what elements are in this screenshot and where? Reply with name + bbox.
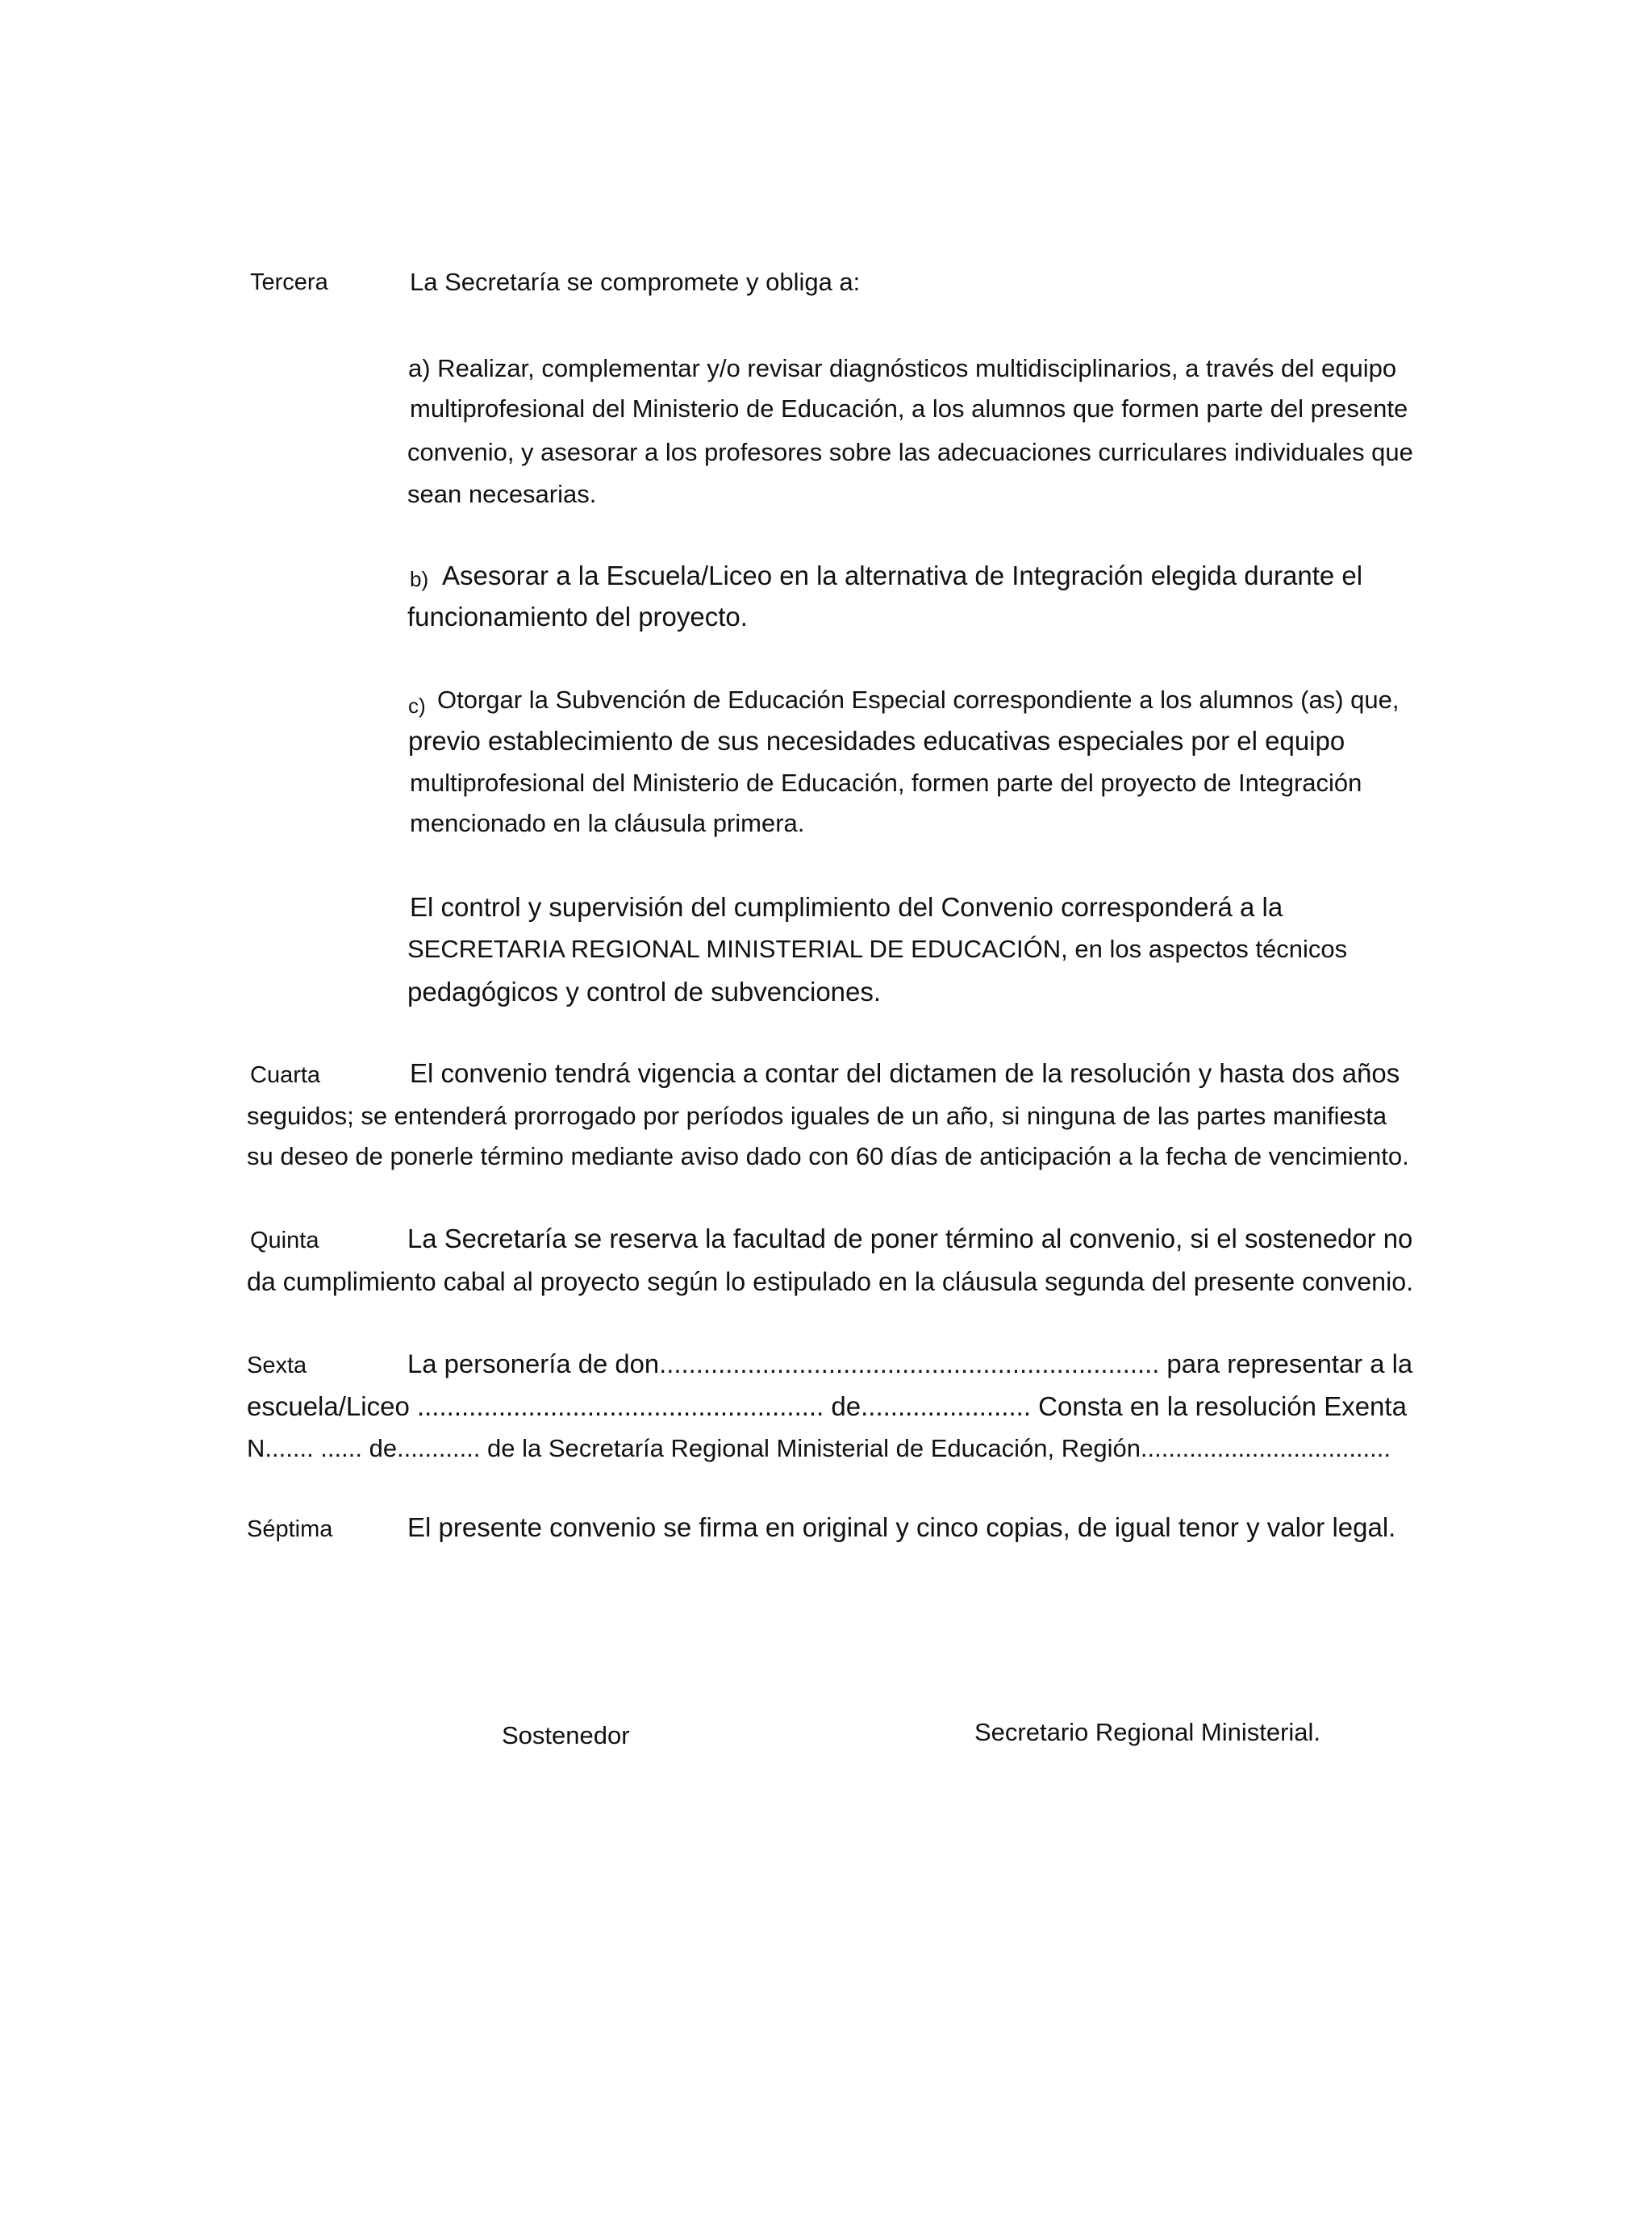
cuarta-line-3: su deseo de ponerle término mediante aviso dado con 60 días de anticipación a la fecha de vencimiento. (247, 1142, 1409, 1170)
quinta-line-1: La Secretaría se reserva la facultad de poner término al convenio, si el sostenedor no (407, 1224, 1413, 1253)
tercera-b-line-2: funcionamiento del proyecto. (407, 602, 748, 632)
clause-label-cuarta: Cuarta (250, 1062, 321, 1088)
sexta-line-2: escuela/Liceo ....................................................... de....................... Consta en la resolución Exenta (247, 1391, 1407, 1421)
tercera-c-marker: c) (408, 694, 426, 718)
sexta-line-3: N....... ...... de............ de la Secretaría Regional Ministerial de Educación, Región.................................... (247, 1434, 1391, 1462)
tercera-control-line-1: El control y supervisión del cumplimiento del Convenio corresponderá a la (410, 892, 1283, 922)
tercera-c-line-1: Otorgar la Subvención de Educación Especial correspondiente a los alumnos (as) que, (437, 686, 1400, 714)
tercera-b-line-1: Asesorar a la Escuela/Liceo en la alternativa de Integración elegida durante el (442, 561, 1363, 590)
clause-label-sexta: Sexta (247, 1353, 307, 1378)
sexta-line-1: La personería de don.................................................................... para representar a la (407, 1349, 1413, 1378)
cuarta-line-2: seguidos; se entenderá prorrogado por períodos iguales de un año, si ninguna de las partes manifiesta (247, 1102, 1387, 1130)
tercera-c-line-2: previo establecimiento de sus necesidades educativas especiales por el equipo (408, 726, 1345, 756)
clause-label-quinta: Quinta (250, 1228, 319, 1253)
clause-label-septima: Séptima (247, 1516, 333, 1542)
tercera-b-marker: b) (410, 567, 429, 591)
tercera-intro: La Secretaría se compromete y obliga a: (410, 268, 861, 296)
tercera-a-line-2: multiprofesional del Ministerio de Educación, a los alumnos que formen parte del presente (410, 394, 1408, 423)
clause-label-tercera: Tercera (250, 269, 328, 295)
cuarta-line-1: El convenio tendrá vigencia a contar del dictamen de la resolución y hasta dos años (410, 1058, 1400, 1088)
tercera-control-line-2: SECRETARIA REGIONAL MINISTERIAL DE EDUCACIÓN, en los aspectos técnicos (407, 935, 1348, 963)
signature-sostenedor: Sostenedor (502, 1721, 630, 1749)
tercera-c-line-3: multiprofesional del Ministerio de Educación, formen parte del proyecto de Integración (410, 769, 1362, 797)
tercera-c-line-4: mencionado en la cláusula primera. (410, 809, 805, 837)
quinta-line-2: da cumplimiento cabal al proyecto según lo estipulado en la cláusula segunda del presente convenio. (247, 1267, 1414, 1296)
septima-text: El presente convenio se firma en original y cinco copias, de igual tenor y valor legal. (407, 1512, 1396, 1542)
tercera-control-line-3: pedagógicos y control de subvenciones. (407, 977, 882, 1007)
tercera-a-line-1: a) Realizar, complementar y/o revisar diagnósticos multidisciplinarios, a través del equipo (408, 354, 1397, 382)
tercera-a-line-4: sean necesarias. (407, 480, 597, 508)
signature-secretario: Secretario Regional Ministerial. (974, 1718, 1321, 1746)
tercera-a-line-3: convenio, y asesorar a los profesores sobre las adecuaciones curriculares individuales que (407, 438, 1413, 466)
